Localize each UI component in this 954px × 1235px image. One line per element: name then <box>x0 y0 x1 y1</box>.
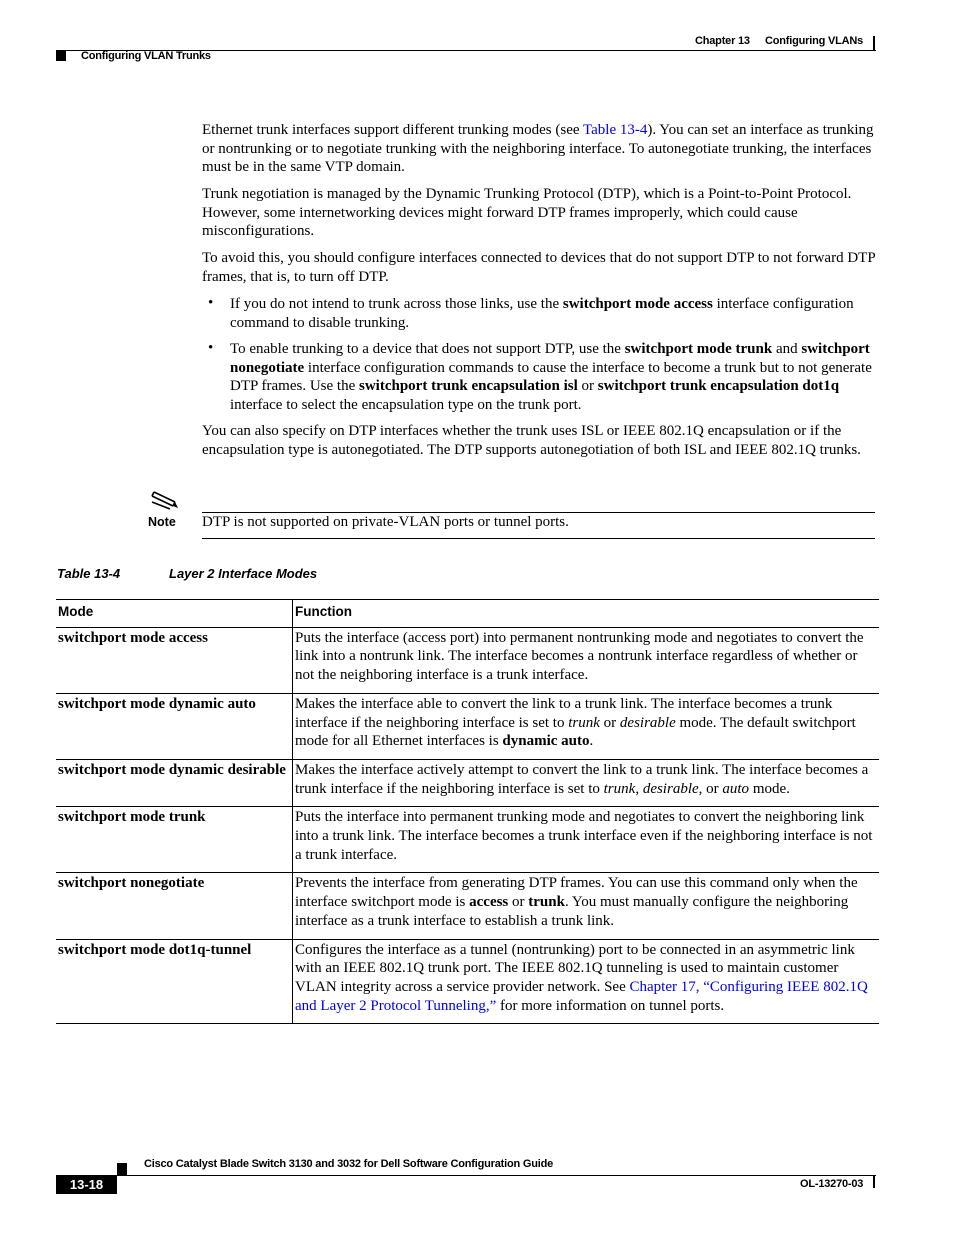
note-text: DTP is not supported on private-VLAN ports or tunnel ports. <box>202 514 569 530</box>
italic-text: desirable <box>619 714 676 731</box>
table-row <box>56 807 879 873</box>
command-text: switchport trunk encapsulation dot1q <box>597 378 840 395</box>
text: , <box>635 780 643 797</box>
text: and <box>772 341 802 357</box>
mode-cell: switchport nonegotiate <box>56 873 293 939</box>
table-header-row <box>56 600 879 628</box>
text: Ethernet trunk interfaces support different trunking modes (see <box>202 122 583 138</box>
mode-cell: switchport mode dot1q-tunnel <box>56 939 293 1024</box>
paragraph-avoid: To avoid this, you should configure interfaces connected to devices that do not support DTP to not forward DTP frames, that is, to turn off DTP. <box>202 250 876 285</box>
table-row <box>56 939 879 1024</box>
command-text: switchport mode trunk <box>624 341 773 357</box>
bold-text: access <box>469 894 509 911</box>
text: . You must manually configure the neighboring interface as a trunk interface to establish a trunk link. <box>295 894 849 929</box>
document-number: OL-13270-03 <box>800 1178 864 1190</box>
header-section-title: Configuring VLAN Trunks <box>81 50 211 62</box>
italic-text: desirable <box>642 780 699 797</box>
table-caption-title: Layer 2 Interface Modes <box>169 566 318 581</box>
interface-modes-table <box>56 599 879 1024</box>
note-label: Note <box>148 515 176 529</box>
paragraph-trunk-modes <box>202 121 877 177</box>
footer-guide-title: Cisco Catalyst Blade Switch 3130 and 3032 for Dell Software Configuration Guide <box>144 1158 554 1170</box>
note-rule-bottom <box>202 538 875 539</box>
text: If you do not intend to trunk across those links, use the <box>230 296 563 312</box>
header-square-marker <box>56 51 66 61</box>
pencil-note-icon <box>150 488 178 512</box>
header-chapter-title: Configuring VLANs <box>765 35 864 47</box>
function-cell <box>293 807 880 873</box>
paragraph-dtp: Trunk negotiation is managed by the Dynamic Trunking Protocol (DTP), which is a Point-to-Point Protocol. However, some internetworking devices might forward DTP frames improperly, which could cause misconfigurations. <box>202 186 852 240</box>
text: To enable trunking to a device that does not support DTP, use the <box>230 341 625 357</box>
chapter-17-link[interactable]: Chapter 17, “Configuring IEEE 802.1Q and Layer 2 Protocol Tunneling,” <box>295 978 868 1014</box>
note-rule-top <box>202 512 875 513</box>
bullet-marker: • <box>208 295 214 311</box>
paragraph-encapsulation: You can also specify on DTP interfaces whether the trunk uses ISL or IEEE 802.1Q encapsulation or if the encapsulation type is autonegotiated. The DTP supports autonegotiation of both ISL and IEEE 802.1Q trunks. <box>202 423 861 458</box>
text: ). You can set an interface as trunking or nontrunking or to negotiate trunking with the neighboring interface. To autonegotiate trunking, the interfaces must be in the same VTP domain. <box>202 122 874 176</box>
text: . <box>589 733 594 750</box>
command-text: switchport mode access <box>562 296 713 312</box>
table-13-4-link[interactable]: Table 13-4 <box>583 122 648 138</box>
bold-text: dynamic auto <box>502 733 590 750</box>
mode-cell: switchport mode trunk <box>56 807 293 873</box>
table-row <box>56 873 879 939</box>
mode-cell: switchport mode dynamic desirable <box>56 759 293 806</box>
text: or <box>577 378 598 395</box>
text: interface configuration command to disable trunking. <box>230 296 854 331</box>
function-cell <box>293 627 880 693</box>
text: or <box>599 714 620 731</box>
column-header-mode: Mode <box>56 600 293 628</box>
mode-cell: switchport mode access <box>56 627 293 693</box>
footer-rule <box>117 1175 876 1176</box>
bullet-item-access <box>230 295 875 332</box>
table-row <box>56 759 879 806</box>
function-cell <box>293 759 880 806</box>
mode-cell: switchport mode dynamic auto <box>56 693 293 759</box>
function-cell <box>293 693 880 759</box>
italic-text: trunk <box>568 714 600 731</box>
footer-square-marker <box>117 1163 127 1175</box>
bold-text: trunk <box>528 894 565 911</box>
command-text: switchport trunk encapsulation isl <box>359 378 578 395</box>
page-number: 13-18 <box>56 1175 117 1194</box>
command-text: switchport nonegotiate <box>230 341 870 376</box>
column-header-function: Function <box>293 600 880 628</box>
text: Makes the interface actively attempt to convert the link to a trunk link. The interface becomes a trunk interface if the neighboring interface is set to <box>295 761 869 797</box>
function-cell <box>293 939 880 1024</box>
text: Puts the interface into permanent trunking mode and negotiates to convert the neighboring link into a trunk link. The interface becomes a trunk interface even if the neighboring interface is not a trunk interface. <box>295 809 873 863</box>
italic-text: auto <box>722 780 750 797</box>
bullet-marker: • <box>208 340 214 356</box>
table-caption-number: Table 13-4 <box>57 566 121 581</box>
table-row <box>56 693 879 759</box>
italic-text: trunk <box>603 780 636 797</box>
text: interface to select the encapsulation type on the trunk port. <box>230 397 582 414</box>
text: mode. The default switchport mode for all Ethernet interfaces is <box>295 714 856 750</box>
function-cell <box>293 873 880 939</box>
header-chapter: Chapter 13 <box>695 35 750 47</box>
text: or <box>508 894 529 911</box>
header-tick <box>873 36 875 51</box>
text: interface configuration commands to cause the interface to become a trunk but to not generate DTP frames. Use the <box>230 359 872 395</box>
text: for more information on tunnel ports. <box>496 997 725 1014</box>
text: Prevents the interface from generating DTP frames. You can use this command only when the interface switchport mode is <box>295 875 858 911</box>
text: mode. <box>749 780 790 797</box>
bullet-item-trunk <box>230 340 875 415</box>
text: , or <box>698 780 723 797</box>
footer-tick <box>873 1175 875 1188</box>
text: Puts the interface (access port) into permanent nontrunking mode and negotiates to convert the link into a nontrunk link. The interface becomes a nontrunk interface regardless of whether or not the neighboring interface is a trunk interface. <box>295 629 864 684</box>
table-row <box>56 627 879 693</box>
text: Configures the interface as a tunnel (nontrunking) port to be connected in an asymmetric link with an IEEE 802.1Q trunk port. The IEEE 802.1Q tunneling is used to maintain customer VLAN integrity across a service provider network. See <box>295 941 855 995</box>
text: Makes the interface able to convert the link to a trunk link. The interface becomes a trunk interface if the neighboring interface is set to <box>295 695 833 731</box>
